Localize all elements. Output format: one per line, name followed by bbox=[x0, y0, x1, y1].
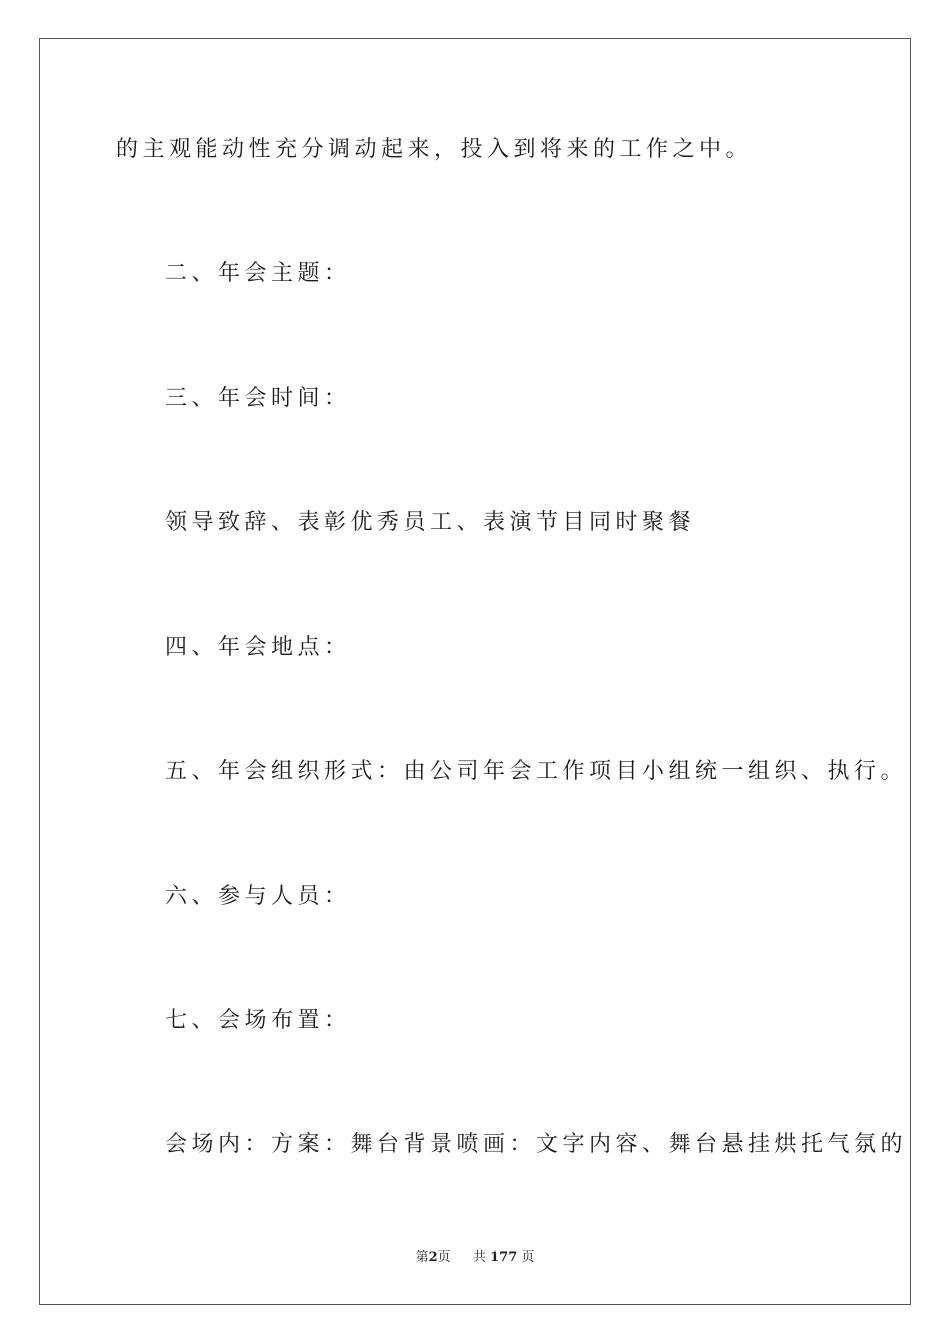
footer-page-suffix: 页 bbox=[437, 1250, 451, 1265]
paragraph-venue-plan: 会场内：方案：舞台背景喷画：文字内容、舞台悬挂烘托气氛的 bbox=[165, 1132, 908, 1157]
heading-venue-layout: 七、会场布置： bbox=[165, 1008, 351, 1033]
heading-participants: 六、参与人员： bbox=[165, 884, 351, 909]
footer-total-suffix: 页 bbox=[521, 1250, 535, 1265]
paragraph-continuation: 的主观能动性充分调动起来，投入到将来的工作之中。 bbox=[116, 137, 753, 162]
page-footer bbox=[0, 1246, 950, 1265]
footer-total-pages: 177 bbox=[490, 1250, 518, 1265]
footer-page-number: 2 bbox=[428, 1250, 438, 1265]
heading-theme: 二、年会主题： bbox=[165, 261, 351, 286]
paragraph-agenda: 领导致辞、表彰优秀员工、表演节目同时聚餐 bbox=[165, 510, 696, 535]
footer-page-prefix: 第 bbox=[415, 1250, 429, 1265]
page-frame bbox=[39, 38, 911, 1305]
heading-time: 三、年会时间： bbox=[165, 386, 351, 411]
heading-location: 四、年会地点： bbox=[165, 635, 351, 660]
paragraph-organization: 五、年会组织形式：由公司年会工作项目小组统一组织、执行。 bbox=[165, 759, 908, 784]
footer-total-prefix: 共 bbox=[472, 1250, 486, 1265]
